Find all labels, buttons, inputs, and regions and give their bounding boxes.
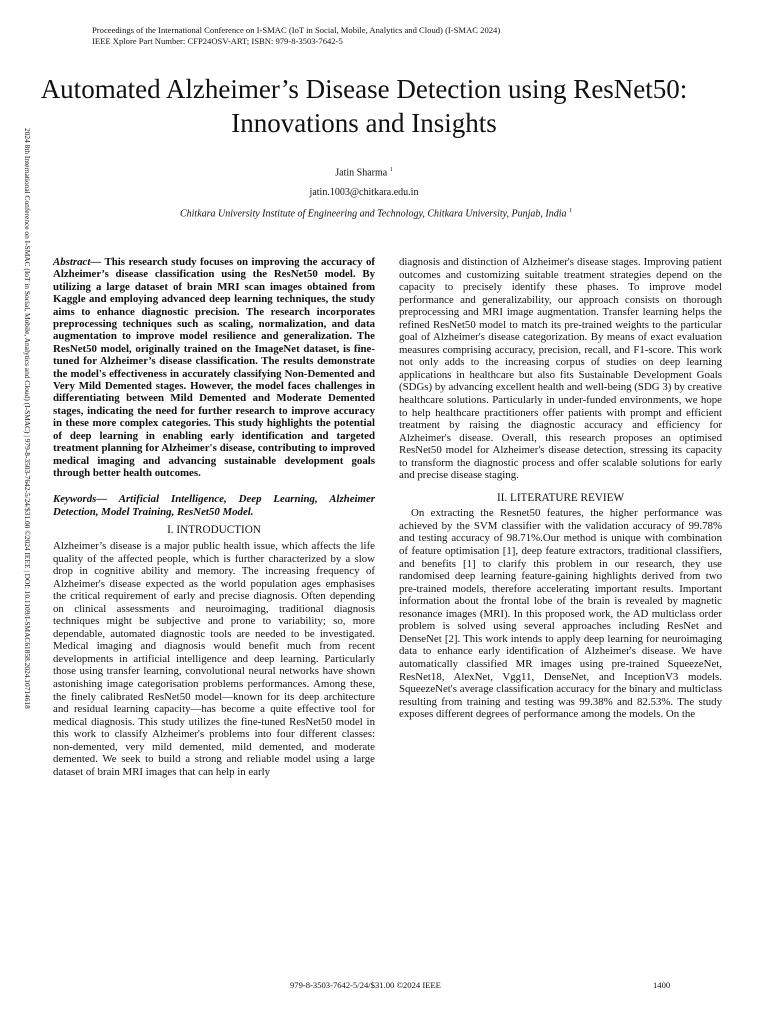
author-email: jatin.1003@chitkara.edu.in [309,187,419,198]
literature-review-paragraph: On extracting the Resnet50 features, the higher performance was achieved by the SVM classifier with the validation accuracy of 99.78% and testing accuracy of 98.71%.Our method is unique with combination of feature optimisation [1], deep feature extractors, traditional classifiers, and benefits [1] to clarify this problem in our research, they use randomised deep learning feature-gaining highlights derived from two pre-trained models, therefore accelerating important results. Important information about the frontal lobe of the brain is revealed by magnetic resonance images (MRI). In this proposed work, the AD multiclass order problem is solved using several approaches including ResNet and DenseNet [2]. This work intends to apply deep learning for neuroimaging data to enhance early identification of Alzheimer's disease. We have automatically classified MR images using pre-trained SqueezeNet, ResNet18, AlexNet, Vgg11, DenseNet, and InceptionV3 models. SqueezeNet's average classification accuracy for the binary and multiclass resulting from training and testing was 99.38% and 82.53%. The study exposes different degrees of performance among the models. On the [399,507,722,721]
keywords-label: Keywords— [53,493,108,506]
keywords-text: Artificial Intelligence, Deep Learning, Alzheimer Detection, Model Training, ResNet50 Model. [53,493,375,518]
author-name-line [0,167,728,178]
page-number: 1400 [653,980,671,990]
author-affiliation: Chitkara University Institute of Engineering and Technology, Chitkara University, Punjab, India [179,208,567,220]
header-line-2: IEEE Xplore Part Number: CFP24OSV-ART; ISBN: 979-8-3503-7642-5 [92,36,343,46]
section-heading-literature-review: II. LITERATURE REVIEW [496,491,625,504]
right-column [399,256,722,721]
abstract-text: This research study focuses on improving the accuracy of Alzheimer’s disease classification using the ResNet50 model. By utilizing a large dataset of brain MRI scan images obtained from Kaggle and employing advanced deep learning techniques, the study aims to enhance diagnostic precision. The research incorporates preprocessing techniques such as scaling, normalization, and data augmentation to improve model resilience and generalization. The ResNet50 model, originally trained on the ImageNet dataset, is fine-tuned for Alzheimer’s disease classification. The results demonstrate the model's effectiveness in accurately classifying Non-Demented and Very Mild Demented stages. However, the model faces challenges in differentiating between Mild Demented and Moderate Demented stages, indicating the need for further research to improve accuracy in these more complex categories. This study highlights the potential of deep learning in enabling early identification and targeted treatment planning for Alzheimer's disease, contributing to improved medical imaging and advancing sustainable development goals through better health outcomes. [53,256,375,479]
author-name: Jatin Sharma [335,167,388,179]
title-line-2: Innovations and Insights [231,108,497,138]
section-heading-introduction: I. INTRODUCTION [167,524,261,537]
affiliation-sup: 1 [569,208,573,214]
abstract [53,256,375,479]
left-column [53,256,375,778]
side-copyright-note: 2024 8th International Conference on I-SMAC (IoT in Social, Mobile, Analytics and Cloud) (I-SMAC) | 979-8-3503-7642-5/24/$31.00 ©2024 IEEE | DOI: 10.1109/I-SMAC61858.2024.10714618 [23,128,32,709]
footer-copyright: 979-8-3503-7642-5/24/$31.00 ©2024 IEEE [290,980,441,990]
introduction-paragraph: Alzheimer’s disease is a major public health issue, which affects the life quality of the affected people, which is further characterized by a slow drop in cognitive ability and memory. The increasing frequency of Alzheimer's disease expected as the world population ages emphasises the critical requirement of early and precise diagnosis. Often depending on clinical assessments and neuroimaging, traditional diagnosis techniques might be subjective and prone to variability; so, more dependable, automated diagnostic tools are needed to be investigated. Medical imaging and diagnosis would benefit much from recent developments in artificial intelligence and deep learning. Particularly those using transfer learning, convolutional neural networks have shown astonishing image categorisation problems performances. Among these, the finely calibrated ResNet50 model—known for its deep architecture and residual learning capacity—has become a quite effective tool for medical diagnosis. This study utilizes the fine-tuned ResNet50 model in this work to classify Alzheimer's problems into four different classes: non-demented, very mild demented, mild demented, and moderate demented. We seek to build a strong and reliable model using a large dataset of brain MRI images that can help in early [53,539,375,778]
conference-header [92,25,500,47]
title-line-1: Automated Alzheimer’s Disease Detection using ResNet50: [40,74,688,104]
abstract-label: Abstract— [53,256,102,268]
paper-title [0,72,728,140]
author-sup: 1 [389,167,393,173]
spacer [53,479,375,489]
header-line-1: Proceedings of the International Conference on I-SMAC (IoT in Social, Mobile, Analytics and Cloud) (I-SMAC 2024) [92,25,501,35]
introduction-continued-paragraph: diagnosis and distinction of Alzheimer's disease stages. Improving patient outcomes and customizing suitable treatment strategies depend on the capacity to precisely identify these phases. To improve model performance and generalizability, our approach consists on thorough preprocessing and MRI image augmentation. Transfer learning helps the refined ResNet50 model to match its pre-trained weights to the particular goal of Alzheimer's disease categorization. By means of exact evaluation measures comprising accuracy, precision, recall, and F1-score. This work not only adds to the increasing corpus of studies on deep learning applications in healthcare but also fits Sustainable Development Goals (SDGs) by advancing excellent health and well-being (SDG 3) by creative healthcare solutions. Particularly in under-funded environments, we hope to help healthcare practitioners offer patients with prompt and efficient treatment by raising the diagnostic accuracy and efficiency for Alzheimer's disease. Overall, this research proposes an optimised ResNet50 model for Alzheimer's disease detection, stressing its capacity to transform the diagnostic process and offer scalable solutions for early and precise disease staging. [399,256,722,482]
keywords [53,493,375,518]
author-affiliation-line [12,208,740,219]
